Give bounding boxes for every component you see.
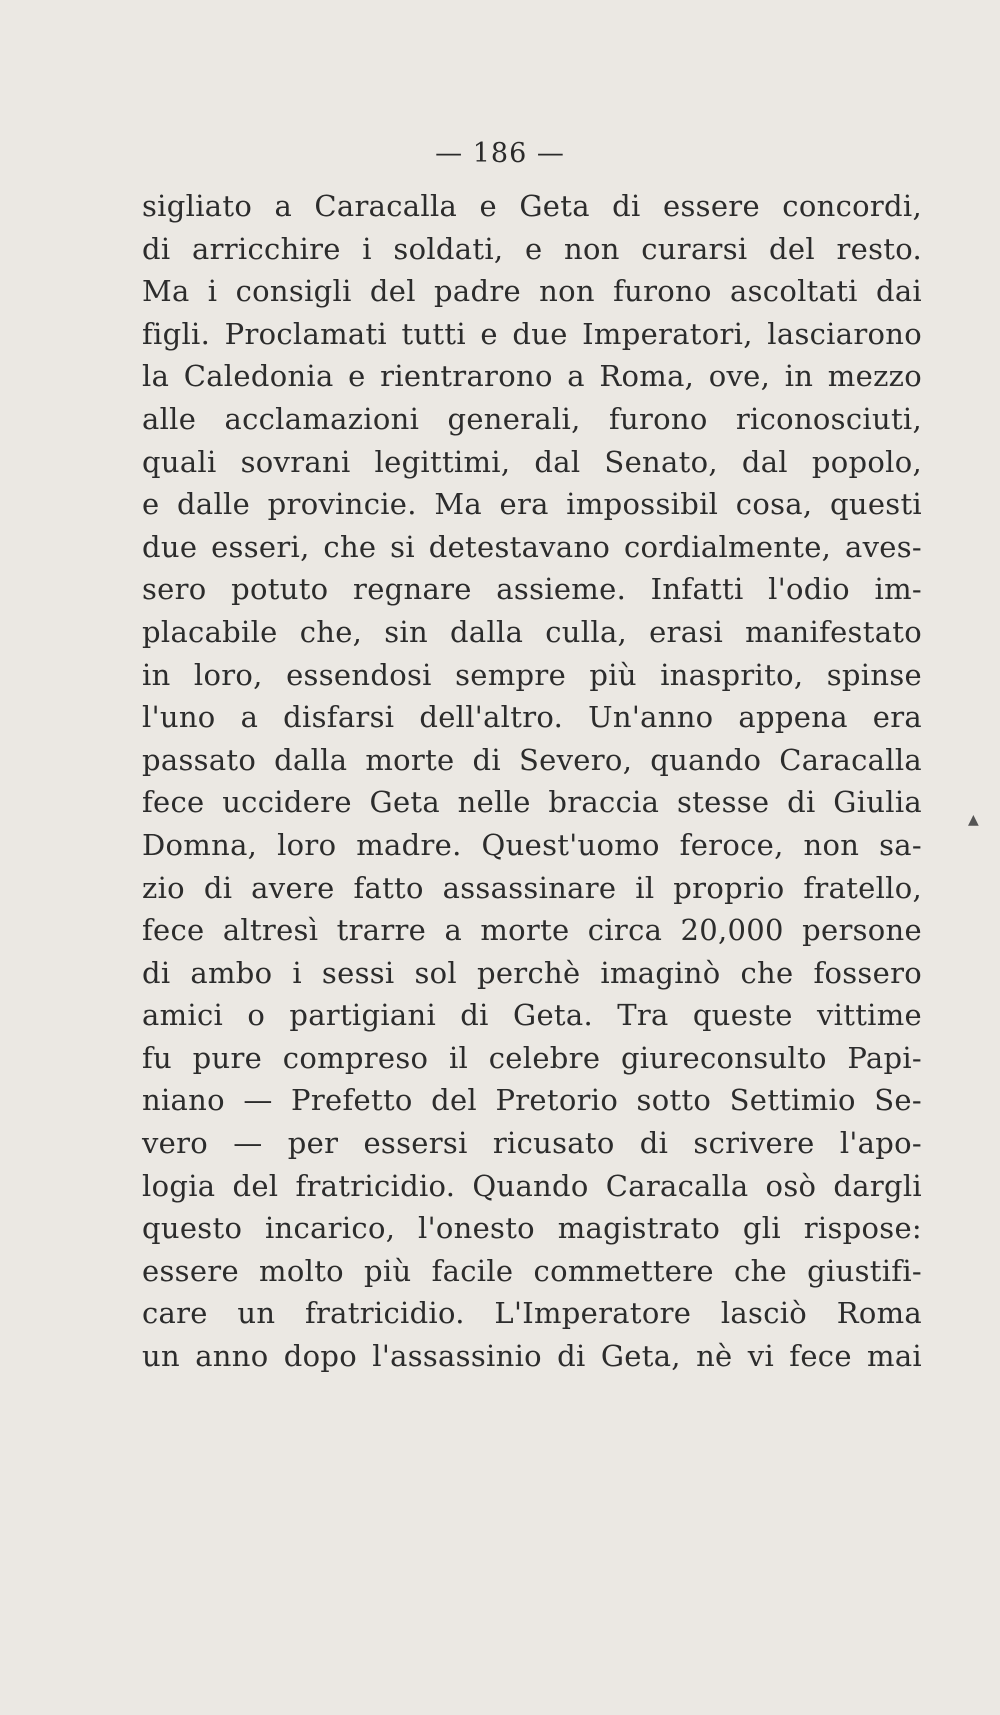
ink-speck: ▲	[968, 812, 979, 828]
text-line: figli. Proclamati tutti e due Imperatori, lasciarono	[142, 316, 922, 351]
text-line: quali sovrani legittimi, dal Senato, dal popolo,	[142, 444, 922, 479]
text-line: amici o partigiani di Geta. Tra queste vittime	[142, 998, 922, 1033]
text-line: l'uno a disfarsi dell'altro. Un'anno appena era	[142, 700, 922, 735]
text-line: la Caledonia e rientrarono a Roma, ove, in mezzo	[142, 359, 922, 394]
text-line: vero — per essersi ricusato di scrivere l'apo-	[142, 1126, 922, 1161]
text-line: passato dalla morte di Severo, quando Caracalla	[142, 742, 922, 777]
text-line: placabile che, sin dalla culla, erasi manifestato	[142, 614, 922, 649]
text-line: questo incarico, l'onesto magistrato gli rispose:	[142, 1211, 922, 1246]
text-line: fece uccidere Geta nelle braccia stesse di Giulia	[142, 785, 922, 820]
text-line: Domna, loro madre. Quest'uomo feroce, non sa-	[142, 827, 922, 862]
text-line: sigliato a Caracalla e Geta di essere concordi,	[142, 189, 922, 223]
text-line: fece altresì trarre a morte circa 20,000 persone	[142, 913, 922, 948]
text-line: niano — Prefetto del Pretorio sotto Settimio Se-	[142, 1083, 922, 1118]
text-line: di arricchire i soldati, e non curarsi del resto.	[142, 231, 922, 266]
text-line: Ma i consigli del padre non furono ascoltati dai	[142, 274, 922, 309]
body-text	[142, 185, 922, 1378]
page-number: — 186 —	[435, 138, 565, 169]
text-line: in loro, essendosi sempre più inasprito, spinse	[142, 657, 922, 692]
text-line: care un fratricidio. L'Imperatore lasciò Roma	[142, 1296, 922, 1331]
text-line: fu pure compreso il celebre giureconsulto Papi-	[142, 1040, 922, 1075]
text-line: alle acclamazioni generali, furono riconosciuti,	[142, 401, 922, 436]
text-line: un anno dopo l'assassinio di Geta, nè vi fece mai	[142, 1339, 922, 1374]
text-line: di ambo i sessi sol perchè imaginò che fossero	[142, 955, 922, 990]
text-line: essere molto più facile commettere che giustifi-	[142, 1253, 922, 1288]
text-line: e dalle provincie. Ma era impossibil cosa, questi	[142, 487, 922, 522]
text-line: zio di avere fatto assassinare il proprio fratello,	[142, 870, 922, 905]
text-line: due esseri, che si detestavano cordialmente, aves-	[142, 529, 922, 564]
text-line: sero potuto regnare assieme. Infatti l'odio im-	[142, 572, 922, 607]
text-line: logia del fratricidio. Quando Caracalla osò dargli	[142, 1168, 922, 1203]
